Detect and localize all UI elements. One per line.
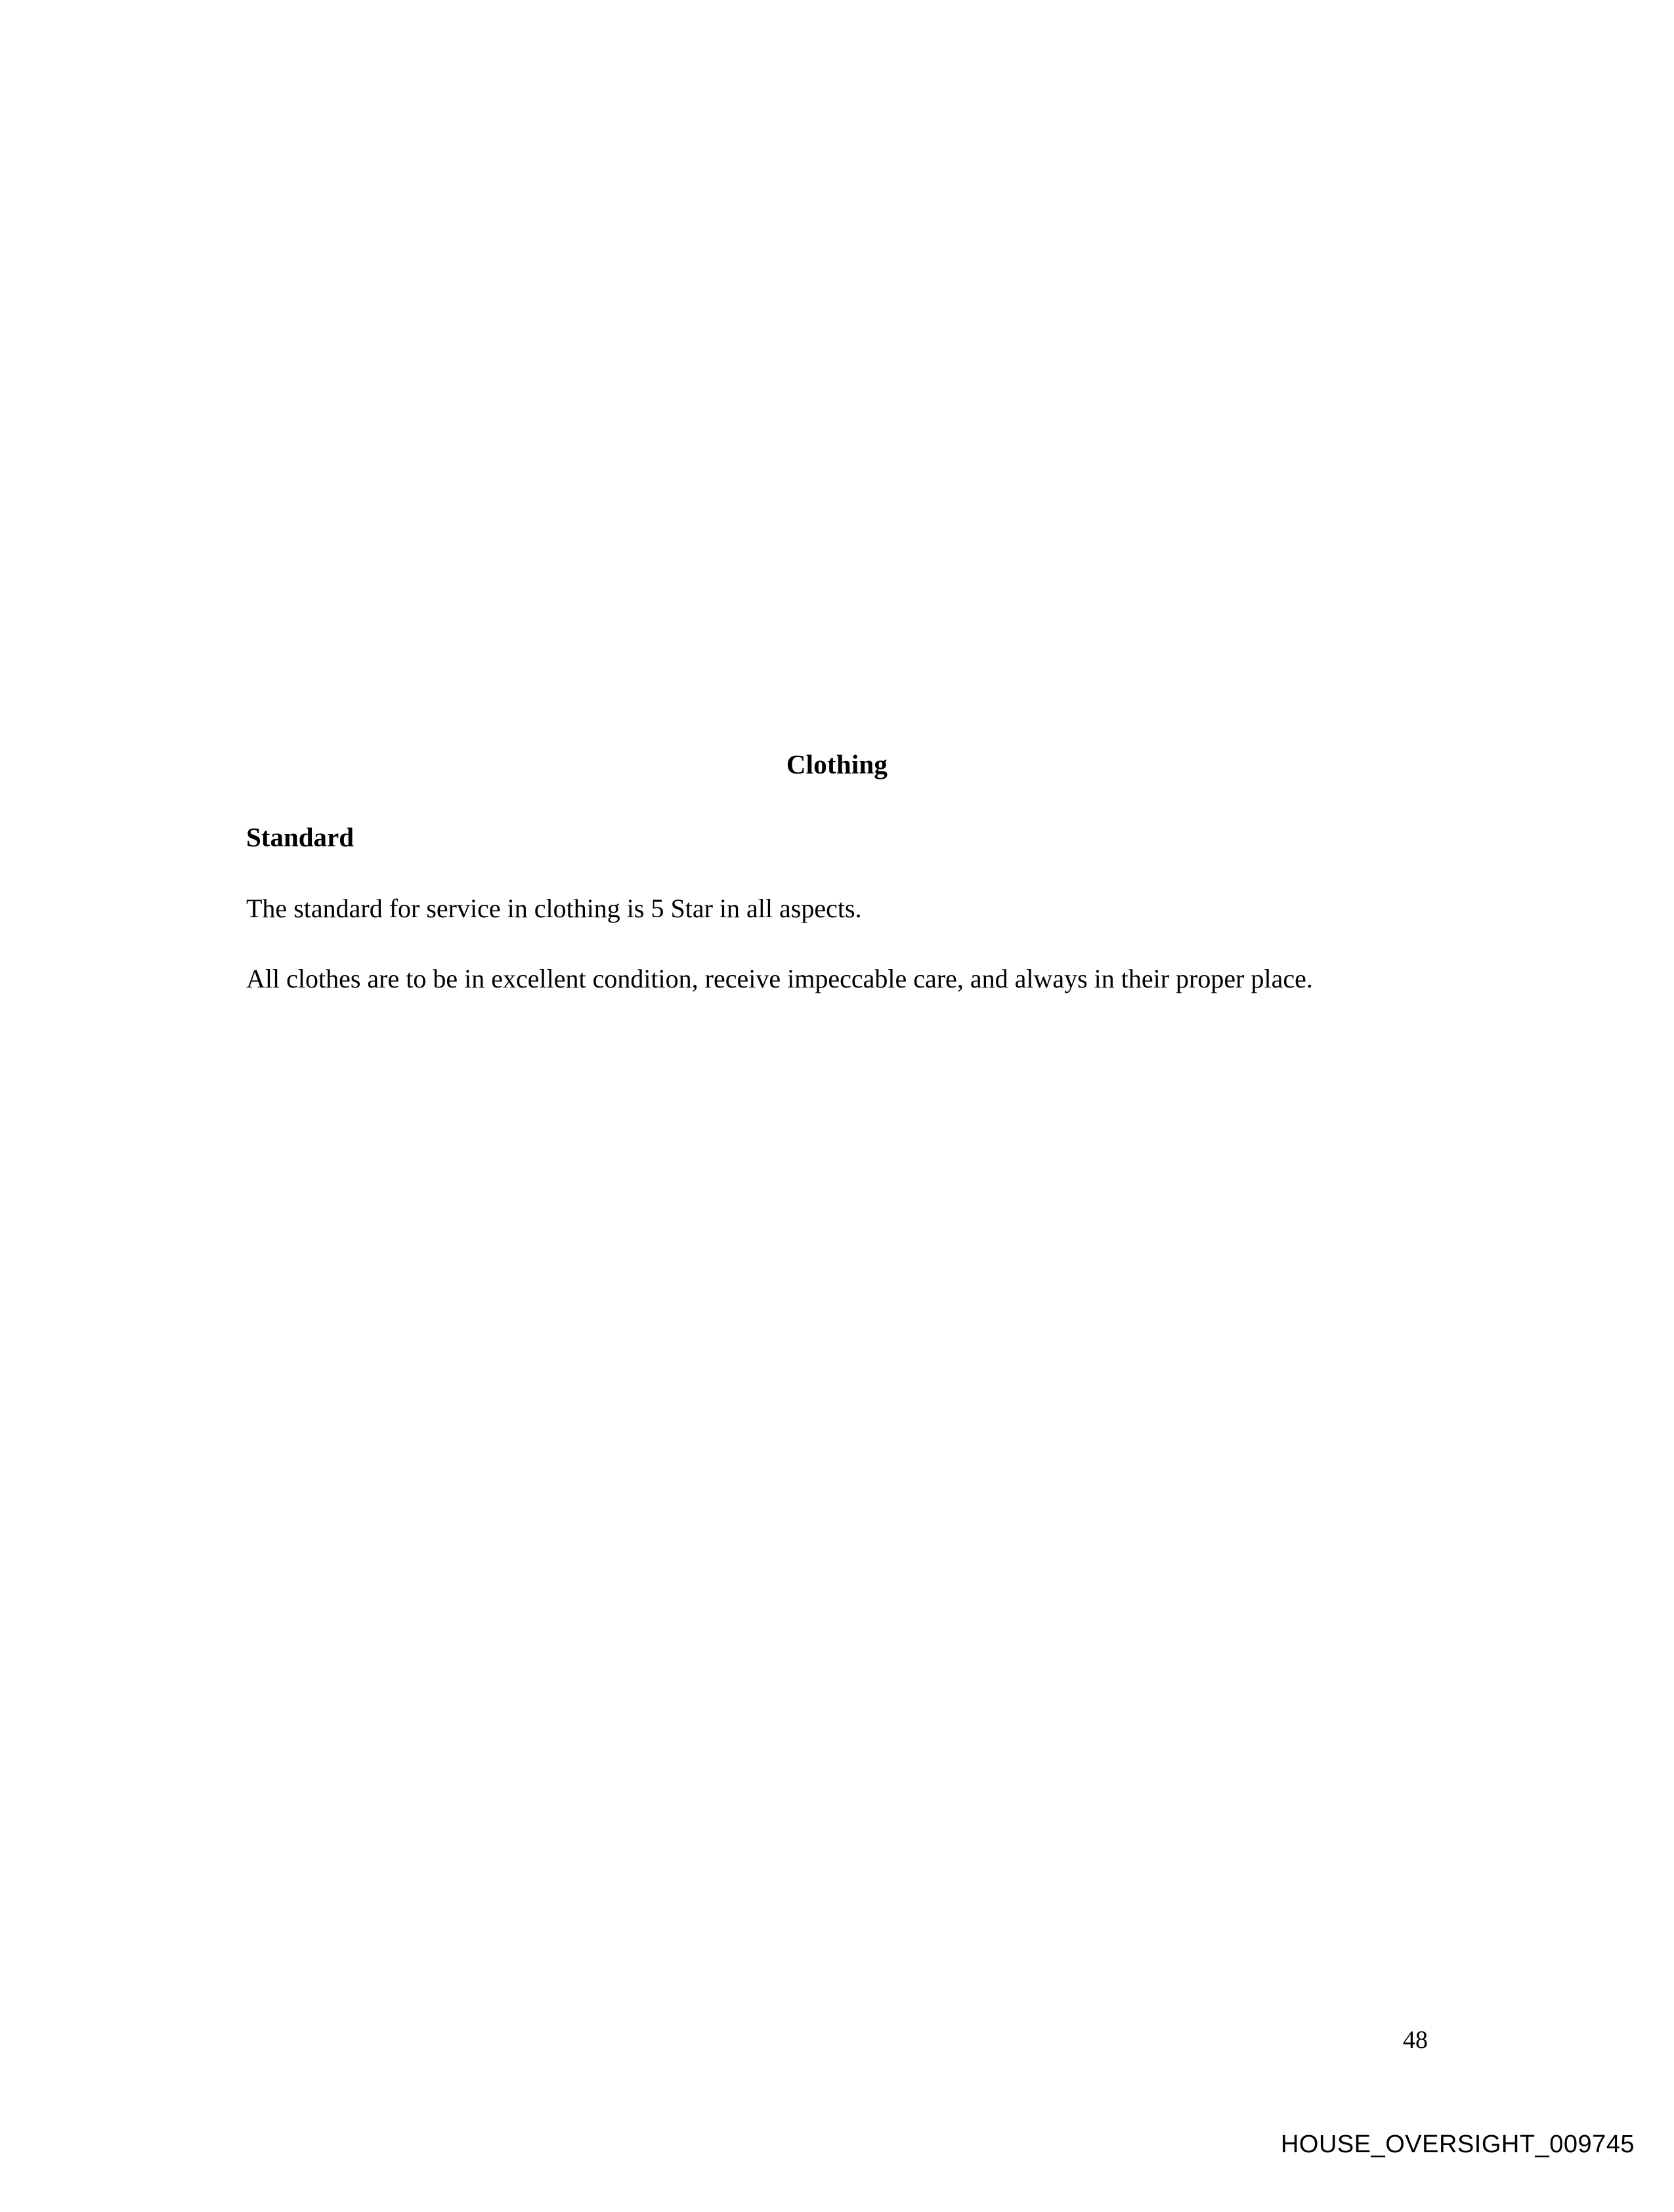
page-title: Clothing [786, 749, 888, 779]
page-number: 48 [1403, 2026, 1428, 2054]
paragraph-2: All clothes are to be in excellent condition, receive impeccable care, and always in their proper place. [246, 964, 1313, 994]
paragraph-1: The standard for service in clothing is 5 Star in all aspects. [246, 894, 862, 924]
section-heading-standard: Standard [246, 822, 354, 853]
document-body [246, 748, 1428, 998]
bates-stamp: HOUSE_OVERSIGHT_009745 [1280, 2131, 1635, 2158]
